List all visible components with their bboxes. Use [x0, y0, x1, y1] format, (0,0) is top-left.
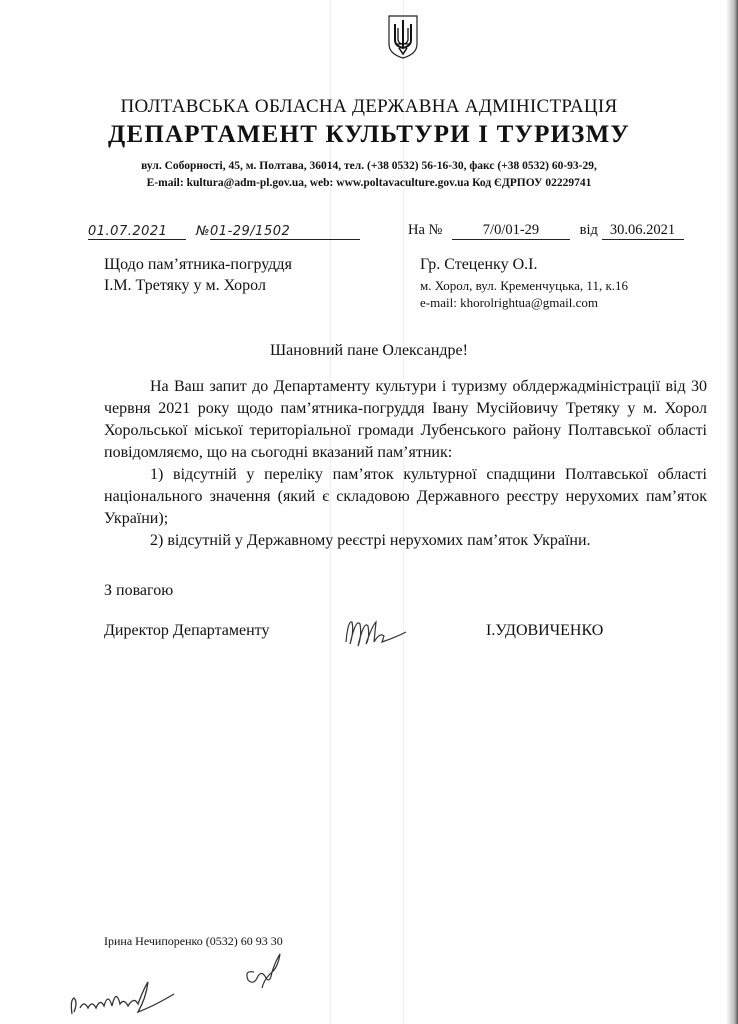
- recipient-address: м. Хорол, вул. Кременчуцька, 11, к.16: [420, 278, 629, 293]
- department-name: ДЕПАРТАМЕНТ КУЛЬТУРИ І ТУРИЗМУ: [108, 121, 630, 148]
- outgoing-date: 01.07.2021: [88, 224, 186, 240]
- contact-line: E-mail: kultura@adm-pl.gov.ua, web: www.poltavaculture.gov.ua Код ЄДРПОУ 02229741: [146, 177, 592, 189]
- subject-line-1: Щодо пам’ятника-погруддя: [104, 256, 292, 273]
- executor-contact: Ірина Нечипоренко (0532) 60 93 30: [104, 934, 283, 948]
- incoming-number: 7/0/01-29: [452, 222, 570, 240]
- recipient-name: Гр. Стеценку О.І.: [420, 256, 538, 273]
- recipient-email: e-mail: khorolrightua@gmail.com: [420, 295, 599, 310]
- page-edge-shadow: [726, 0, 738, 1024]
- subject-line-2: І.М. Третяку у м. Хорол: [104, 277, 266, 294]
- closing-regards: З повагою: [104, 582, 174, 599]
- organization-name: ПОЛТАВСЬКА ОБЛАСНА ДЕРЖАВНА АДМІНІСТРАЦІЯ: [120, 96, 618, 117]
- outgoing-number: 01-29/1502: [210, 224, 360, 240]
- incoming-number-label: На №: [408, 222, 443, 238]
- incoming-date: 30.06.2021: [602, 222, 684, 240]
- body-item-2: 2) відсутній у Державному реєстрі нерухомих пам’яток України.: [150, 532, 591, 549]
- trident-emblem-icon: [387, 14, 419, 60]
- outgoing-number-label: №: [196, 224, 211, 239]
- outgoing-reference: [88, 222, 360, 240]
- signatory-position: Директор Департаменту: [104, 622, 270, 639]
- letter-body: [104, 376, 707, 552]
- incoming-reference: [408, 222, 684, 240]
- body-item-1: 1) відсутній у переліку пам’яток культурної спадщини Полтавської області національного значення (який є складовою Державного реєстру нерухомих пам’яток України);: [104, 466, 707, 527]
- director-signature-icon: [340, 612, 410, 652]
- address-line: вул. Соборності, 45, м. Полтава, 36014, тел. (+38 0532) 56-16-30, факс (+38 0532) 60-93-29,: [141, 160, 597, 172]
- signatory-name: І.УДОВИЧЕНКО: [486, 622, 604, 639]
- body-paragraph: На Ваш запит до Департаменту культури і туризму облдержадміністрації від 30 червня 2021 року щодо пам’ятника-погруддя Івану Мусійовичу Третяку у м. Хорол Хорольської міської територіальної громади Лубенського району Полтавської області повідомляємо, що на сьогодні вказаний пам’ятник:: [104, 378, 707, 461]
- approval-signature-icon: [64, 978, 194, 1018]
- salutation: Шановний пане Олександре!: [270, 342, 468, 359]
- incoming-date-label: від: [579, 222, 598, 238]
- initials-signature-icon: [240, 950, 290, 990]
